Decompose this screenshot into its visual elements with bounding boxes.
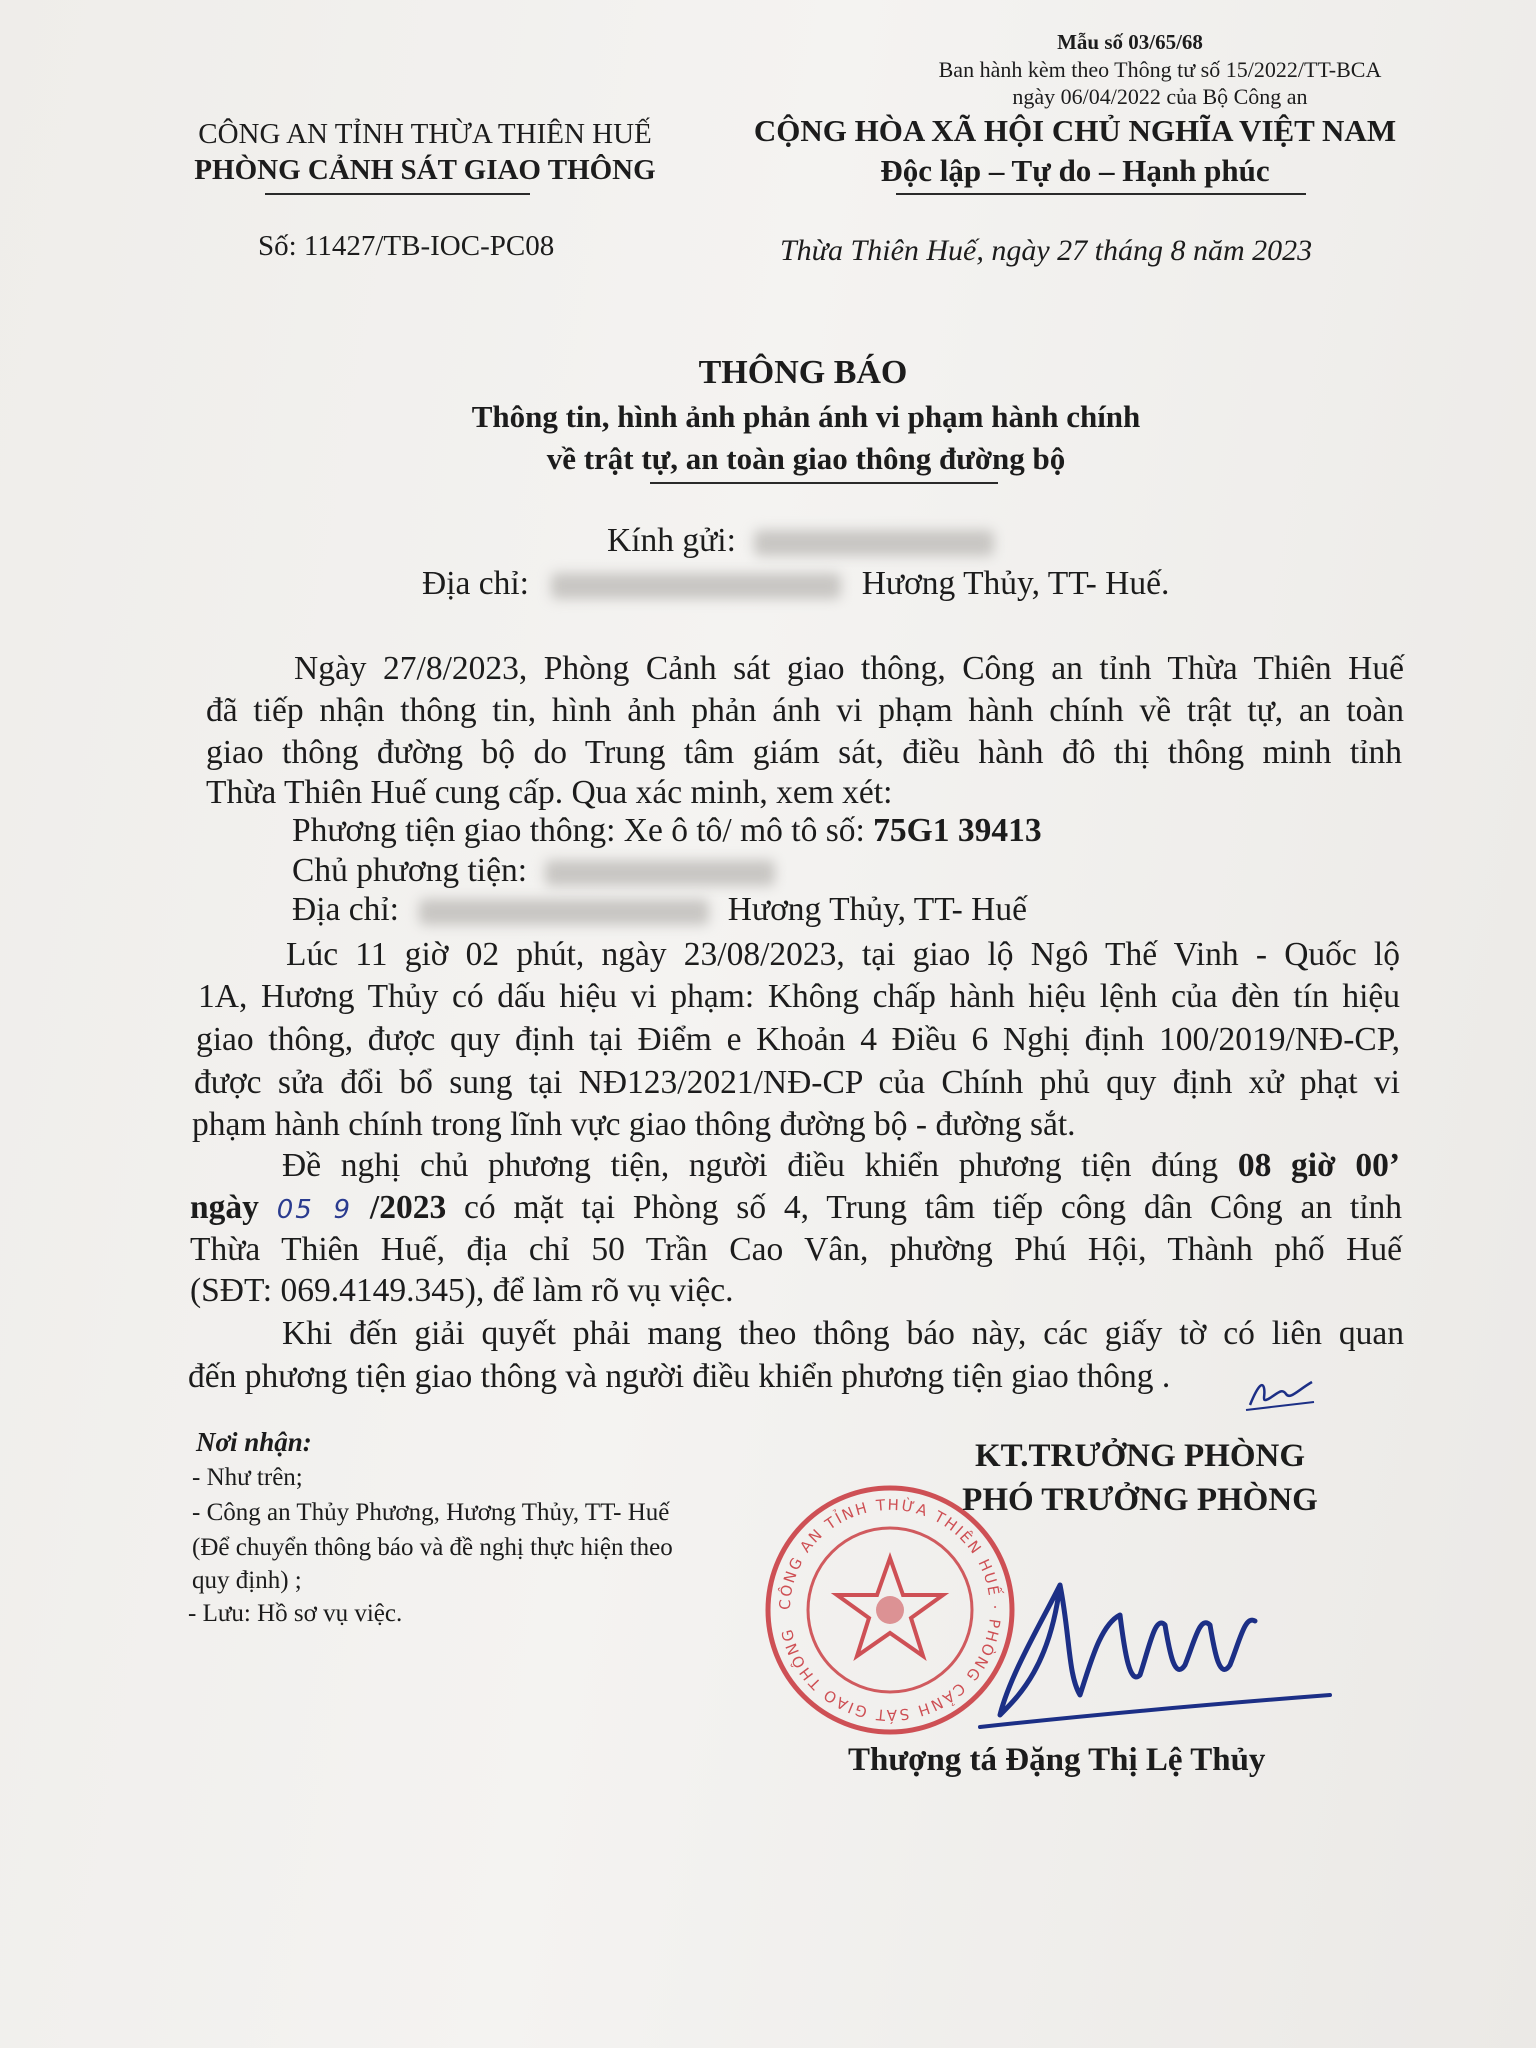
recipient-2: - Công an Thủy Phương, Hương Thủy, TT- Huế xyxy=(192,1499,670,1526)
body-p4-l1: Khi đến giải quyết phải mang theo thông báo này, các giấy tờ có liên quan xyxy=(282,1315,1404,1352)
body-p1-l2: đã tiếp nhận thông tin, hình ảnh phản ánh vi phạm hành chính về trật tự, an toàn xyxy=(206,692,1404,729)
summons-year: /2023 xyxy=(369,1189,447,1226)
title-underline xyxy=(650,482,998,484)
signer-role-2: PHÓ TRƯỞNG PHÒNG xyxy=(962,1482,1318,1518)
address-label: Địa chỉ: xyxy=(422,565,529,602)
agency-department: PHÒNG CẢNH SÁT GIAO THÔNG xyxy=(194,154,656,186)
place-date: Thừa Thiên Huế, ngày 27 tháng 8 năm 2023 xyxy=(780,234,1313,267)
agency-name: CÔNG AN TỈNH THỪA THIÊN HUẾ xyxy=(198,118,652,150)
body-p1-l1: Ngày 27/8/2023, Phòng Cảnh sát giao thông, Công an tỉnh Thừa Thiên Huế xyxy=(294,650,1404,687)
body-p2-l2: 1A, Hương Thủy có dấu hiệu vi phạm: Không chấp hành hiệu lệnh của đèn tín hiệu xyxy=(198,978,1400,1015)
body-p3-l3: Thừa Thiên Huế, địa chỉ 50 Trần Cao Vân, phường Phú Hội, Thành phố Huế xyxy=(190,1231,1402,1268)
addressee-line xyxy=(607,520,994,562)
nation-title: CỘNG HÒA XÃ HỘI CHỦ NGHĨA VIỆT NAM xyxy=(753,113,1397,148)
recipients-title: Nơi nhận: xyxy=(196,1427,312,1457)
summons-text: Đề nghị chủ phương tiện, người điều khiển phương tiện đúng xyxy=(282,1147,1219,1184)
owner-line xyxy=(292,850,775,892)
initials-mark xyxy=(1242,1360,1322,1420)
notice-subtitle-2: về trật tự, an toàn giao thông đường bộ xyxy=(546,441,1066,476)
recipient-4: quy định) ; xyxy=(192,1567,302,1594)
vehicle-plate: 75G1 39413 xyxy=(873,812,1042,849)
body-p1-l3: giao thông đường bộ do Trung tâm giám sát, điều hành đô thị thông minh tỉnh xyxy=(206,734,1402,771)
vehicle-label: Phương tiện giao thông: Xe ô tô/ mô tô số: xyxy=(292,812,865,849)
address-suffix: Hương Thủy, TT- Huế. xyxy=(861,565,1170,602)
form-issued-line1: Ban hành kèm theo Thông tư số 15/2022/TT-BCA xyxy=(938,57,1382,82)
owner-address-label: Địa chỉ: xyxy=(292,891,399,928)
recipient-5: - Lưu: Hồ sơ vụ việc. xyxy=(188,1600,403,1627)
body-p1-l4: Thừa Thiên Huế cung cấp. Qua xác minh, xem xét: xyxy=(206,774,893,811)
owner-address-line xyxy=(292,889,1027,931)
redacted-address xyxy=(551,573,841,599)
summons-day-label: ngày xyxy=(190,1189,259,1226)
body-p3-l4: (SĐT: 069.4149.345), để làm rõ vụ việc. xyxy=(190,1272,734,1309)
redacted-owner-address xyxy=(419,899,709,925)
recipient-1: - Như trên; xyxy=(192,1464,303,1491)
motto-underline xyxy=(896,193,1306,195)
redacted-owner xyxy=(545,860,775,886)
summons-time: 08 giờ 00’ xyxy=(1237,1147,1401,1184)
body-p3-l2 xyxy=(190,1187,1402,1231)
recipient-3: (Để chuyển thông báo và đề nghị thực hiện theo xyxy=(192,1534,673,1561)
owner-label: Chủ phương tiện: xyxy=(292,852,528,889)
body-p4-l2: đến phương tiện giao thông và người điều khiển phương tiện giao thông . xyxy=(188,1358,1171,1395)
body-p2-l4: được sửa đổi bổ sung tại NĐ123/2021/NĐ-CP của Chính phủ quy định xử phạt vi xyxy=(194,1064,1400,1101)
handwritten-signature xyxy=(940,1555,1340,1735)
agency-underline xyxy=(265,193,530,195)
signer-name: Thượng tá Đặng Thị Lệ Thủy xyxy=(848,1742,1266,1778)
document-number: Số: 11427/TB-IOC-PC08 xyxy=(258,230,555,262)
addressee-label: Kính gửi: xyxy=(607,522,736,559)
form-number: Mẫu số 03/65/68 xyxy=(1057,30,1203,54)
addressee-address-line xyxy=(422,563,1169,605)
nation-motto: Độc lập – Tự do – Hạnh phúc xyxy=(880,153,1270,188)
vehicle-line xyxy=(292,810,1042,852)
owner-address-suffix: Hương Thủy, TT- Huế xyxy=(727,891,1027,928)
body-p2-l3: giao thông, được quy định tại Điểm e Khoản 4 Điều 6 Nghị định 100/2019/NĐ-CP, xyxy=(196,1021,1400,1058)
body-p2-l1: Lúc 11 giờ 02 phút, ngày 23/08/2023, tại giao lộ Ngô Thế Vinh - Quốc lộ xyxy=(286,936,1400,973)
body-p2-l5: phạm hành chính trong lĩnh vực giao thông đường bộ - đường sắt. xyxy=(192,1106,1076,1143)
signer-role-1: KT.TRƯỞNG PHÒNG xyxy=(975,1438,1305,1474)
notice-subtitle-1: Thông tin, hình ảnh phản ánh vi phạm hành chính xyxy=(471,399,1141,434)
redacted-name xyxy=(754,530,994,556)
form-issued-line2: ngày 06/04/2022 của Bộ Công an xyxy=(1012,84,1308,109)
body-p3-l1 xyxy=(282,1145,1400,1187)
handwritten-date: 05 9 xyxy=(276,1195,353,1225)
notice-title: THÔNG BÁO xyxy=(698,354,908,391)
summons-place: có mặt tại Phòng số 4, Trung tâm tiếp công dân Công an tỉnh xyxy=(464,1189,1403,1226)
stamp-ring-text: CÔNG AN TỈNH THỪA THIÊN HUẾ · PHÒNG CẢNH SÁT GIAO THÔNG xyxy=(775,1495,1005,1725)
